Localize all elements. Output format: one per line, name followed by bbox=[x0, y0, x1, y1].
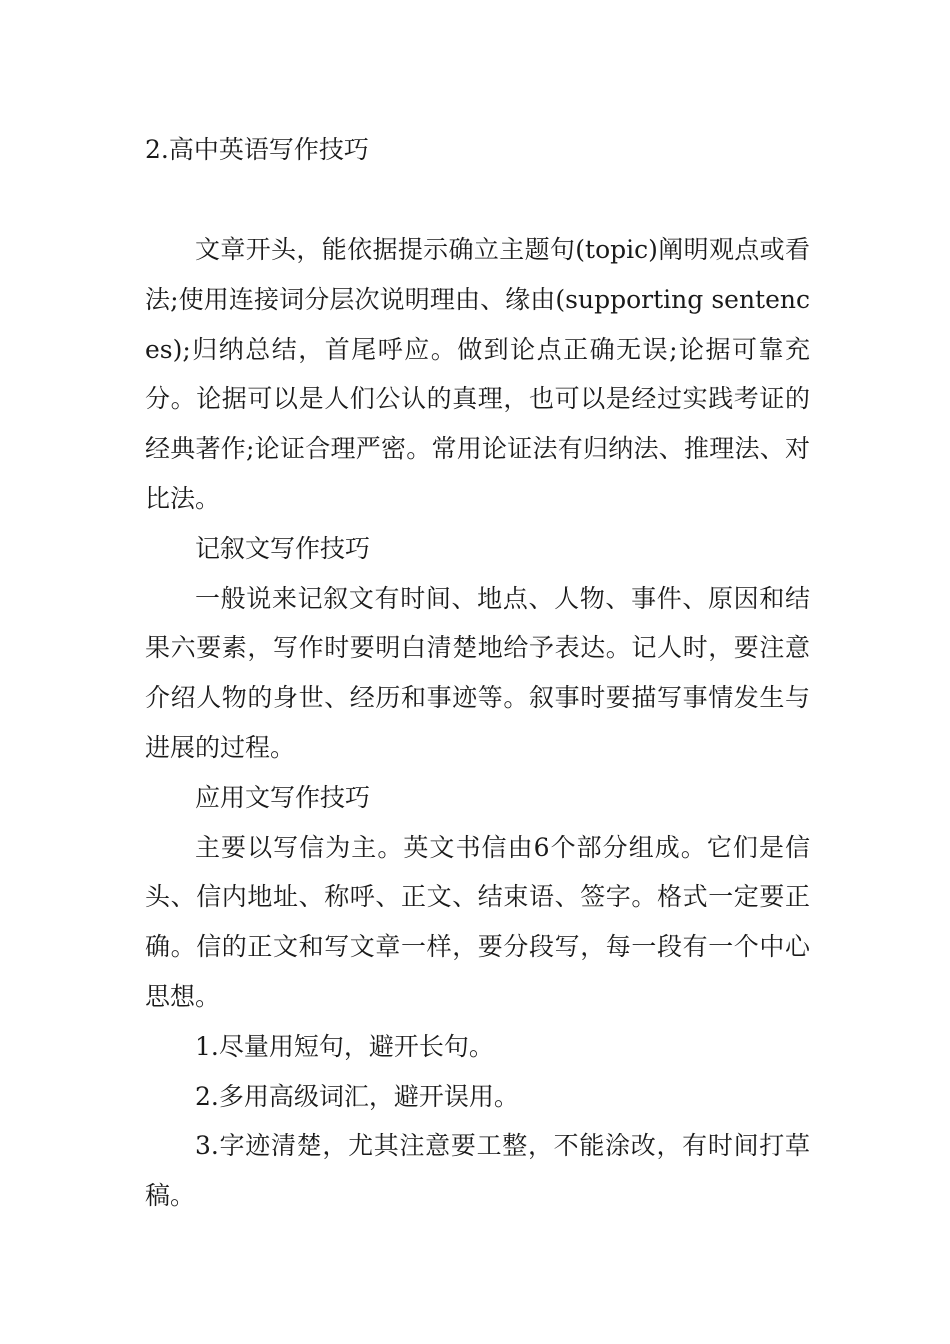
document-body bbox=[145, 225, 810, 1221]
tip-item-3: 3.字迹清楚，尤其注意要工整，不能涂改，有时间打草稿。 bbox=[145, 1131, 810, 1211]
paragraph-practical: 主要以写信为主。英文书信由6个部分组成。它们是信头、信内地址、称呼、正文、结束语、签字。格式一定要正确。信的正文和写文章一样，要分段写，每一段有一个中心思想。 bbox=[145, 832, 810, 1011]
subheading-narrative: 记叙文写作技巧 bbox=[195, 533, 371, 563]
paragraph-argumentative: 文章开头，能依据提示确立主题句(topic)阐明观点或看法;使用连接词分层次说明理由、缘由(supporting sentences);归纳总结，首尾呼应。做到论点正确无误;论据可靠充分。论据可以是人们公认的真理，也可以是经过实践考证的经典著作;论证合理严密。常用论证法有归纳法、推理法、对比法。 bbox=[145, 235, 810, 513]
tip-item-1: 1.尽量用短句，避开长句。 bbox=[195, 1031, 494, 1061]
tip-item-2: 2.多用高级词汇，避开误用。 bbox=[195, 1081, 519, 1111]
paragraph-narrative: 一般说来记叙文有时间、地点、人物、事件、原因和结果六要素，写作时要明白清楚地给予表达。记人时，要注意介绍人物的身世、经历和事迹等。叙事时要描写事情发生与进展的过程。 bbox=[145, 583, 810, 762]
section-heading: 2.高中英语写作技巧 bbox=[145, 135, 369, 164]
subheading-practical: 应用文写作技巧 bbox=[195, 782, 371, 812]
